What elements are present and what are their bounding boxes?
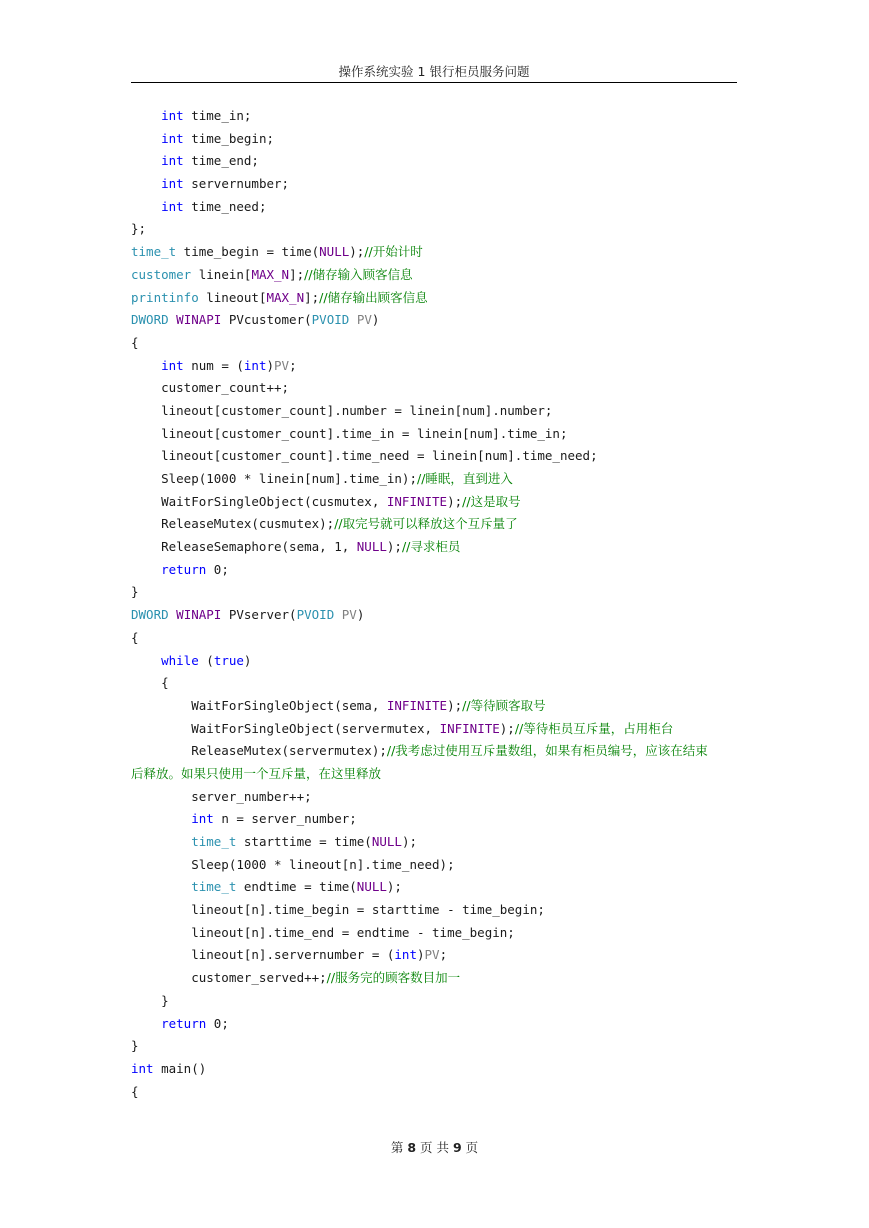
code-token: ); (447, 493, 463, 509)
code-line (131, 1013, 737, 1036)
code-line (131, 218, 737, 241)
code-token: num = ( (183, 357, 244, 373)
code-token: ReleaseMutex(cusmutex); (131, 516, 335, 532)
code-token (131, 176, 161, 191)
code-token: { (131, 629, 139, 645)
code-token: lineout[ (198, 289, 267, 305)
code-token: int (243, 357, 267, 373)
code-token: time_begin = time( (176, 244, 320, 260)
code-line (131, 1035, 737, 1058)
code-line (131, 786, 737, 809)
code-line (131, 967, 737, 990)
code-token: lineout[customer_count].time_in = linein[num].time_in; (131, 425, 568, 441)
code-token: Sleep(1000 * linein[num].time_in); (131, 471, 417, 486)
code-token: MAX_N (266, 289, 305, 305)
code-token: { (131, 1083, 139, 1099)
code-token: lineout[n].servernumber = ( (131, 947, 395, 963)
code-line (131, 400, 737, 423)
code-line (131, 1058, 737, 1081)
code-line (131, 1081, 737, 1104)
code-token: ); (349, 244, 365, 260)
code-line (131, 831, 737, 854)
code-token: WINAPI (176, 312, 222, 328)
code-token: INFINITE (439, 720, 500, 736)
code-comment: //开始计时 (364, 244, 423, 260)
code-token: int (161, 176, 184, 192)
code-line (131, 650, 737, 673)
footer-middle: 页 共 (420, 1140, 449, 1155)
code-token (131, 834, 191, 849)
footer-suffix: 页 (465, 1140, 479, 1155)
code-token: PVcustomer( (221, 312, 312, 328)
code-token: main() (153, 1060, 207, 1076)
code-line (131, 491, 737, 514)
code-token: PV (274, 357, 290, 373)
code-token: ; (439, 947, 448, 963)
code-token: 0; (206, 1015, 229, 1031)
code-token: return (161, 1015, 207, 1031)
code-token: WaitForSingleObject(sema, (131, 697, 387, 713)
code-line (131, 854, 737, 877)
code-token: ) (356, 607, 365, 623)
code-line (131, 740, 737, 763)
footer-prefix: 第 (390, 1140, 404, 1155)
code-token: time_t (191, 834, 237, 849)
code-token (131, 653, 161, 668)
code-token: PVOID (296, 607, 335, 623)
code-token: int (161, 153, 184, 169)
code-token: DWORD (131, 312, 169, 328)
code-comment: //寻求柜员 (401, 539, 461, 555)
code-comment: //睡眠，直到进入 (416, 471, 513, 486)
code-token: ]; (289, 266, 305, 282)
code-token: ) (416, 947, 425, 963)
code-line (131, 876, 737, 899)
code-token: { (131, 675, 169, 691)
code-line (131, 536, 737, 559)
code-token (131, 879, 191, 894)
code-line (131, 627, 737, 650)
code-token: linein[ (191, 266, 252, 282)
code-token: ( (198, 652, 214, 668)
code-token (131, 811, 191, 826)
code-line (131, 355, 737, 378)
code-token: time_t (191, 879, 237, 895)
code-comment: //这是取号 (462, 493, 521, 509)
code-token: ) (243, 652, 252, 668)
code-token: int (161, 130, 184, 146)
code-line (131, 899, 737, 922)
code-token: ; (289, 357, 297, 373)
code-line (131, 150, 737, 173)
code-line (131, 173, 737, 196)
code-line (131, 990, 737, 1013)
code-token (131, 1016, 161, 1031)
code-token: ) (371, 312, 380, 328)
code-comment: //等待顾客取号 (462, 697, 546, 713)
code-line (131, 287, 737, 310)
code-token: DWORD (131, 607, 169, 623)
code-token: WaitForSingleObject(servermutex, (131, 720, 440, 736)
code-token: 0; (206, 561, 229, 577)
code-line (131, 128, 737, 151)
code-block (131, 105, 737, 1103)
code-token: int (161, 357, 184, 373)
code-line (131, 196, 737, 219)
code-token: } (131, 1038, 139, 1054)
code-token: customer_count++; (131, 380, 290, 396)
code-token: customer (131, 266, 192, 282)
code-comment: //服务完的顾客数目加一 (326, 970, 461, 986)
code-token: Sleep(1000 * lineout[n].time_need); (131, 856, 455, 872)
code-line (131, 922, 737, 945)
code-token: PV (424, 947, 440, 963)
code-token: time_in; (183, 108, 252, 123)
code-line (131, 581, 737, 604)
code-line (131, 944, 737, 967)
code-token (349, 312, 357, 327)
code-token: int (191, 811, 214, 827)
code-token (131, 199, 161, 214)
code-token: ReleaseMutex(servermutex); (131, 743, 387, 759)
code-token: time_need; (183, 198, 267, 214)
code-line (131, 672, 737, 695)
code-token: PV (356, 312, 372, 328)
code-token (131, 153, 161, 168)
code-token: lineout[n].time_begin = starttime - time_begin; (131, 902, 545, 918)
code-token (334, 607, 342, 622)
code-token: } (131, 992, 169, 1008)
code-comment: //等待柜员互斥量，占用柜台 (514, 720, 674, 736)
code-line (131, 309, 737, 332)
code-token: int (394, 947, 417, 963)
code-token: NULL (319, 244, 350, 260)
code-token (131, 358, 161, 373)
code-token: NULL (356, 879, 387, 895)
code-token: server_number++; (131, 788, 312, 804)
code-token (131, 108, 161, 123)
code-token: MAX_N (251, 266, 290, 282)
page-header: 操作系统实验 1 银行柜员服务问题 (338, 64, 530, 79)
code-token: WINAPI (176, 607, 222, 623)
code-token: } (131, 584, 139, 600)
code-token: return (161, 561, 207, 577)
code-token: NULL (371, 834, 402, 849)
page-footer (0, 1138, 869, 1156)
code-token: servernumber; (183, 176, 290, 192)
code-token: ); (386, 539, 402, 555)
header-rule (131, 82, 737, 83)
code-token: endtime = time( (236, 879, 357, 895)
code-token: true (213, 652, 244, 668)
code-line (131, 468, 737, 491)
code-line (131, 423, 737, 446)
code-token: ); (447, 697, 463, 713)
code-line (131, 332, 737, 355)
code-line (131, 264, 737, 287)
code-token: ); (401, 834, 418, 849)
code-comment: //我考虑过使用互斥量数组，如果有柜员编号，应该在结束 (386, 743, 708, 759)
code-token: time_begin; (183, 130, 274, 146)
code-token: int (161, 198, 184, 214)
code-token: int (131, 1060, 154, 1076)
code-token: PV (341, 607, 357, 623)
code-comment: //储存输入顾客信息 (304, 266, 413, 282)
code-token: lineout[customer_count].number = linein[num].number; (131, 402, 553, 418)
code-line (131, 513, 737, 536)
code-token: { (131, 334, 139, 350)
code-line (131, 377, 737, 400)
code-token: INFINITE (386, 493, 448, 509)
code-token: ); (499, 720, 515, 736)
code-line (131, 105, 737, 128)
code-token: time_end; (183, 153, 259, 169)
code-comment: //取完号就可以释放这个互斥量了 (334, 516, 518, 532)
code-line (131, 604, 737, 627)
code-line (131, 808, 737, 831)
code-token: PVserver( (221, 607, 297, 623)
code-token: customer_served++; (131, 970, 327, 986)
code-token: ); (386, 879, 402, 895)
code-line (131, 695, 737, 718)
code-token: while (161, 652, 199, 668)
code-token: lineout[n].time_end = endtime - time_begin; (131, 924, 515, 940)
code-token (131, 562, 161, 577)
code-token: ]; (304, 289, 320, 305)
code-token (131, 131, 161, 146)
code-token: INFINITE (386, 697, 448, 713)
footer-current-page: 8 (407, 1140, 417, 1155)
code-token: starttime = time( (236, 834, 372, 849)
code-line (131, 445, 737, 468)
code-token: int (161, 108, 184, 123)
code-line (131, 763, 737, 786)
code-line (131, 718, 737, 741)
code-token: time_t (131, 244, 177, 260)
code-token: printinfo (131, 289, 199, 305)
code-token: ) (266, 357, 275, 373)
code-token: NULL (356, 539, 387, 555)
code-token: PVOID (311, 312, 350, 328)
code-line (131, 241, 737, 264)
code-line (131, 559, 737, 582)
code-token: n = server_number; (213, 811, 357, 827)
code-token: WaitForSingleObject(cusmutex, (131, 493, 387, 509)
code-token: }; (131, 221, 147, 237)
code-token: lineout[customer_count].time_need = linein[num].time_need; (131, 448, 598, 464)
code-token: ReleaseSemaphore(sema, 1, (131, 539, 357, 555)
code-comment: //储存输出顾客信息 (319, 289, 428, 305)
code-comment: 后释放。如果只使用一个互斥量，在这里释放 (131, 765, 382, 781)
footer-total-pages: 9 (452, 1140, 462, 1155)
